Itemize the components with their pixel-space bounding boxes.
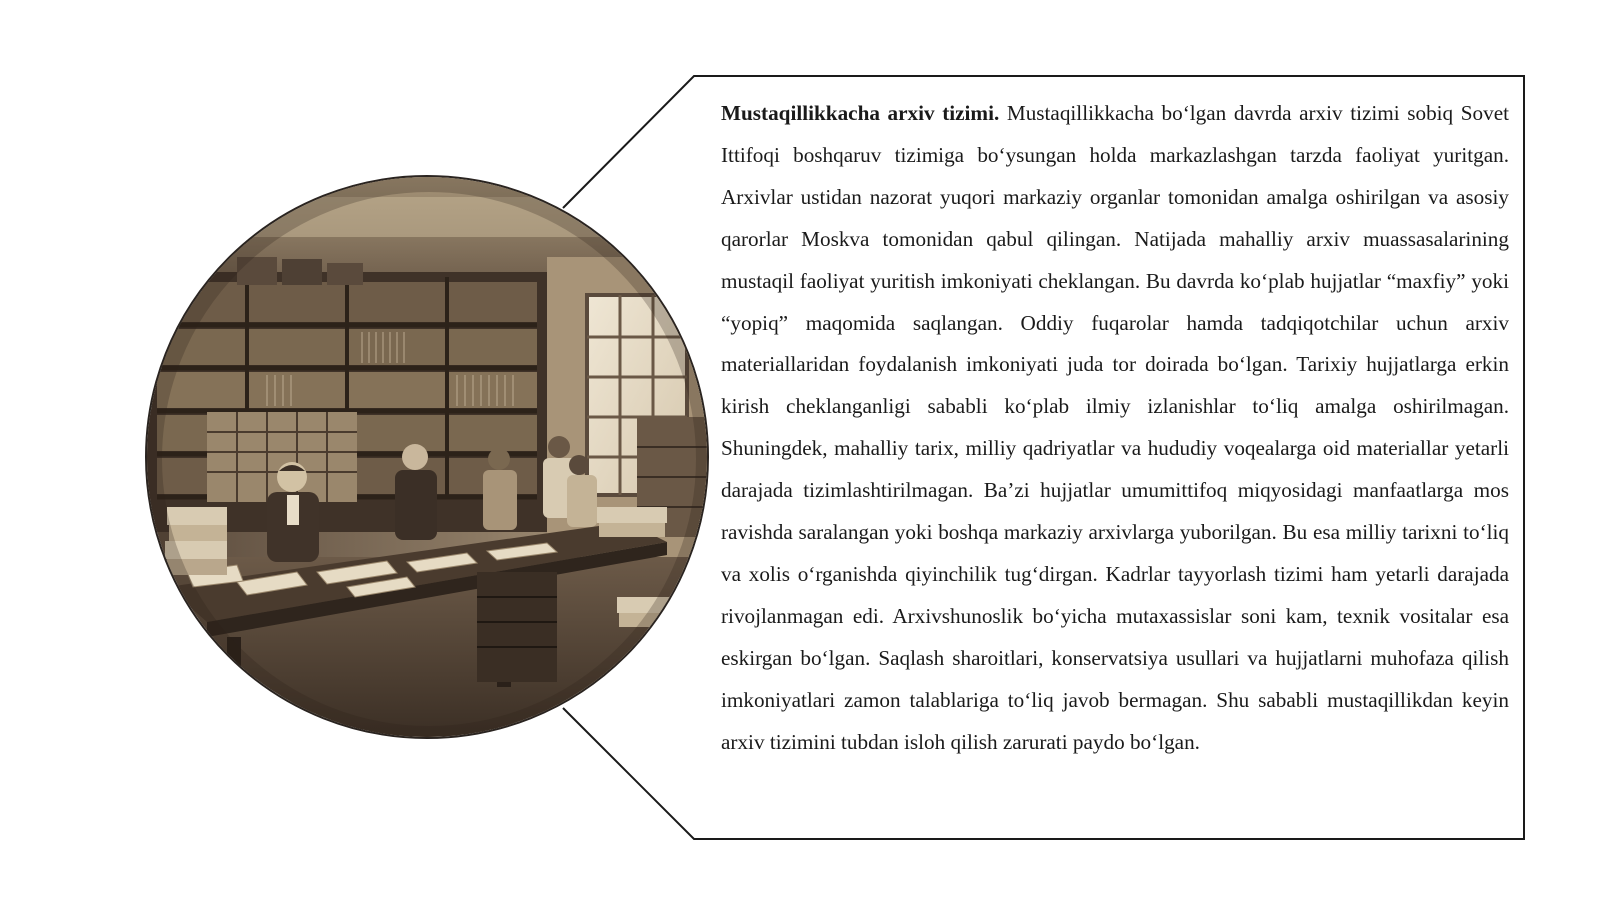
article-paragraph: [721, 93, 1509, 764]
archive-room-illustration: [147, 177, 709, 739]
text-box: [721, 93, 1509, 833]
article-body: Mustaqillikkacha bo‘lgan davrda arxiv tizimi sobiq Sovet Ittifoqi boshqaruv tizimiga bo‘ysungan holda markazlashgan tarzda faoliyat yuritgan. Arxivlar ustidan nazorat yuqori markaziy organlar tomonidan amalga oshirilgan va asosiy qarorlar Moskva tomonidan qabul qilingan. Natijada mahalliy arxiv muassasalarining mustaqil faoliyat yuritish imkoniyati cheklangan. Bu davrda ko‘plab hujjatlar “maxfiy” yoki “yopiq” maqomida saqlangan. Oddiy fuqarolar hamda tadqiqotchilar uchun arxiv materiallaridan foydalanish imkoniyati juda tor doirada bo‘lgan. Tarixiy hujjatlarga erkin kirish cheklanganligi sababli ko‘plab ilmiy izlanishlar to‘liq amalga oshirilmagan. Shuningdek, mahalliy tarix, milliy qadriyatlar va hududiy voqealarga oid materiallar yetarli darajada tizimlashtirilmagan. Ba’zi hujjatlar umumittifoq miqyosidagi manfaatlarga mos ravishda saralangan yoki boshqa markaziy arxivlarga yuborilgan. Bu esa milliy tarixni to‘liq va xolis o‘rganishda qiyinchilik tug‘dirgan. Kadrlar tayyorlash tizimi ham yetarli darajada rivojlanmagan edi. Arxivshunoslik bo‘yicha mutaxassislar soni kam, texnik vositalar esa eskirgan bo‘lgan. Saqlash sharoitlari, konservatsiya usullari va hujjatlarni muhofaza qilish imkoniyatlari zamon talablariga to‘liq javob bermagan. Shu sababli mustaqillikdan keyin arxiv tizimini tubdan isloh qilish zarurati paydo bo‘lgan.: [721, 101, 1509, 754]
article-heading: Mustaqillikkacha arxiv tizimi.: [721, 101, 1000, 125]
archive-room-photo: [145, 175, 709, 739]
